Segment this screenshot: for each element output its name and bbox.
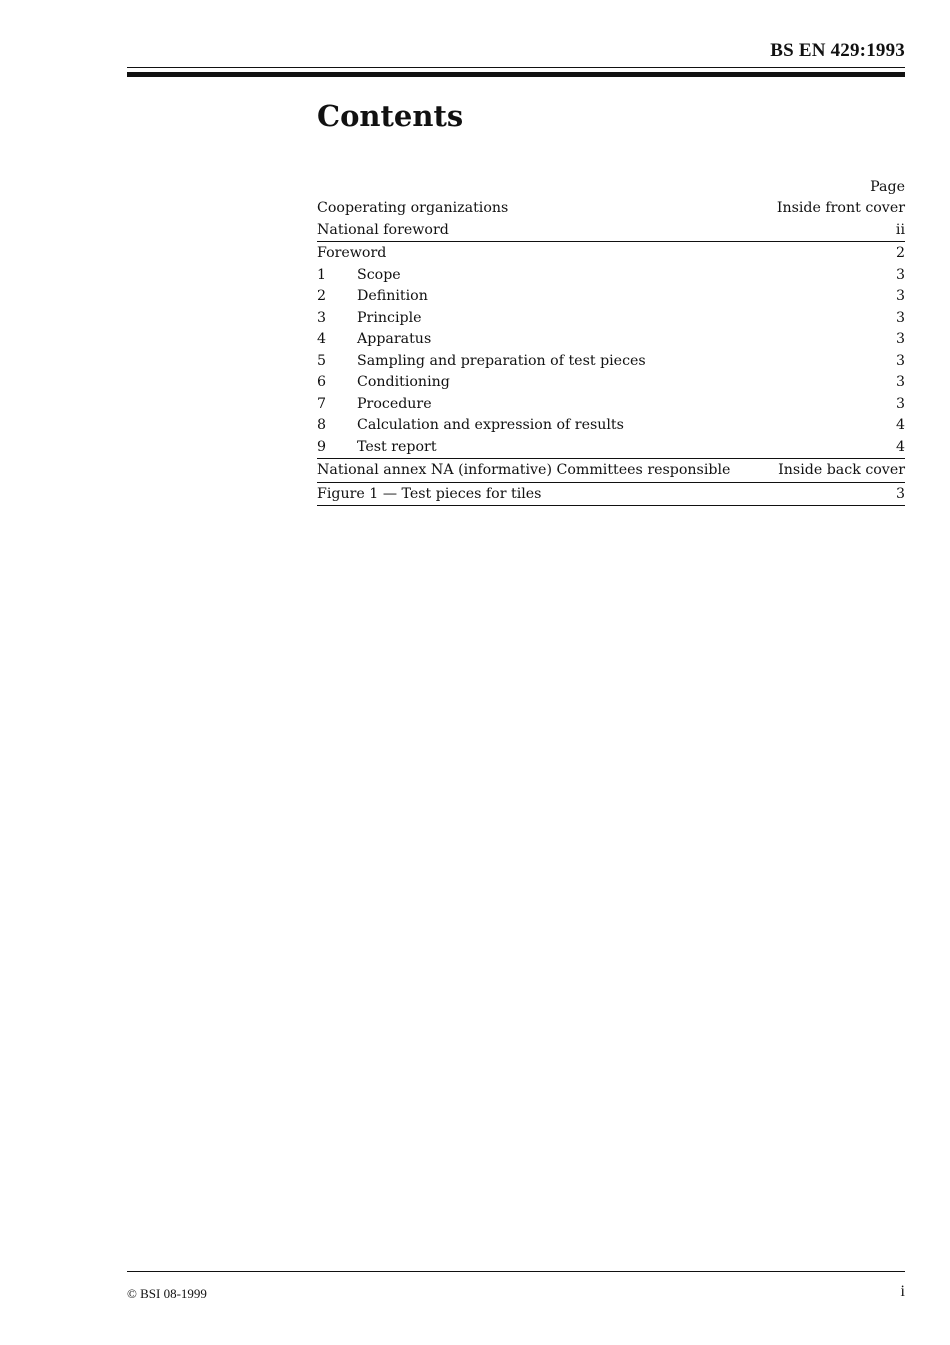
document-number: BS EN 429:1993 xyxy=(770,40,905,61)
toc-entry-figure-1[interactable] xyxy=(317,484,905,507)
toc-entry-label: Figure 1 — Test pieces for tiles xyxy=(317,485,542,502)
toc-entry-page: 4 xyxy=(895,438,905,455)
toc-entry-national-annex[interactable] xyxy=(317,460,905,483)
page-column-label: Page xyxy=(870,179,905,195)
toc-entry-page: 4 xyxy=(895,417,905,433)
toc-entry-number: 3 xyxy=(317,309,327,326)
toc-entry-label: Procedure xyxy=(357,395,432,412)
toc-entry-number: 6 xyxy=(317,374,327,390)
toc-entry-sampling[interactable] xyxy=(317,351,905,373)
toc-entry-label: Foreword xyxy=(317,245,387,261)
toc-entry-page: 3 xyxy=(895,395,905,412)
toc-entry-number: 7 xyxy=(317,395,327,412)
toc-entry-cooperating-organizations[interactable] xyxy=(317,198,905,220)
toc-entry-label: Apparatus xyxy=(357,331,432,347)
header-rule-thick xyxy=(127,72,905,77)
toc-entry-test-report[interactable] xyxy=(317,437,905,460)
toc-entry-label: Scope xyxy=(357,266,401,283)
toc-entry-number: 4 xyxy=(317,331,327,347)
toc-entry-label: Sampling and preparation of test pieces xyxy=(357,352,646,369)
toc-entry-label: Cooperating organizations xyxy=(317,200,509,216)
page-number: i xyxy=(900,1283,905,1300)
toc-entry-number: 2 xyxy=(317,288,327,304)
toc-entry-number: 9 xyxy=(317,438,327,455)
toc-entry-foreword[interactable] xyxy=(317,243,905,265)
toc-entry-page: 2 xyxy=(895,245,905,261)
toc-entry-page: 3 xyxy=(895,331,905,347)
toc-entry-number: 1 xyxy=(317,266,327,283)
toc-entry-page: 3 xyxy=(895,485,905,502)
toc-entry-page: 3 xyxy=(895,266,905,283)
toc-entry-number: 8 xyxy=(317,417,327,433)
toc-entry-page: ii xyxy=(895,221,905,238)
toc-entry-label: Principle xyxy=(357,309,422,326)
toc-entry-page: 3 xyxy=(895,288,905,304)
toc-entry-calculation[interactable] xyxy=(317,415,905,437)
toc-entry-page: Inside back cover xyxy=(778,462,905,478)
toc-entry-scope[interactable] xyxy=(317,265,905,287)
header-rule-thin xyxy=(127,67,905,68)
toc-entry-procedure[interactable] xyxy=(317,394,905,416)
toc-entry-page: 3 xyxy=(895,352,905,369)
toc-entry-page: Inside front cover xyxy=(776,200,905,216)
toc-entry-conditioning[interactable] xyxy=(317,372,905,394)
toc-entry-page: 3 xyxy=(895,309,905,326)
toc-entry-label: Definition xyxy=(357,288,428,304)
footer-rule xyxy=(127,1271,905,1272)
toc-entry-label: Test report xyxy=(357,438,437,455)
page-title: Contents xyxy=(317,99,464,133)
toc-entry-page: 3 xyxy=(895,374,905,390)
toc-entry-principle[interactable] xyxy=(317,308,905,330)
toc-entry-label: Calculation and expression of results xyxy=(357,417,624,433)
toc-entry-number: 5 xyxy=(317,352,327,369)
copyright-notice: © BSI 08-1999 xyxy=(127,1286,207,1301)
table-of-contents xyxy=(317,177,905,506)
toc-entry-label: Conditioning xyxy=(357,374,450,390)
toc-entry-apparatus[interactable] xyxy=(317,329,905,351)
toc-entry-definition[interactable] xyxy=(317,286,905,308)
toc-entry-label: National foreword xyxy=(317,221,449,238)
toc-entry-national-foreword[interactable] xyxy=(317,220,905,243)
toc-entry-label: National annex NA (informative) Committees responsible xyxy=(317,462,731,478)
